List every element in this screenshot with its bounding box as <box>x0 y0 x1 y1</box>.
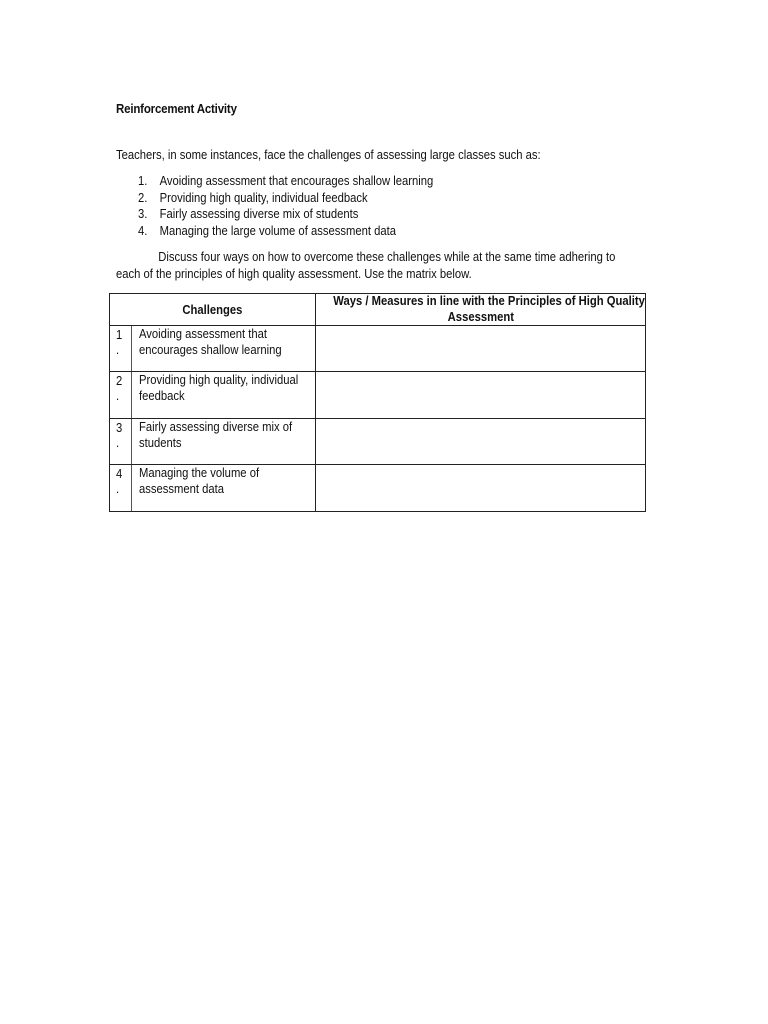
list-item-number: 3. <box>138 207 148 222</box>
list-item <box>138 206 433 223</box>
answer-cell[interactable] <box>316 326 646 372</box>
header-ways-line-1: Ways / Measures in line with the Principles of High Quality <box>333 294 645 308</box>
challenge-cell: Managing the volume of assessment data <box>132 465 316 512</box>
answer-cell[interactable] <box>316 465 646 512</box>
row-number: 1 . <box>110 326 132 372</box>
intro-text: Teachers, in some instances, face the challenges of assessing large classes such as: <box>116 148 541 162</box>
row-number: 2 . <box>110 372 132 419</box>
instruction-line-1: Discuss four ways on how to overcome these challenges while at the same time adhering to <box>158 250 616 264</box>
header-ways-measures <box>316 294 646 326</box>
table-row <box>110 326 646 372</box>
page-title: Reinforcement Activity <box>116 102 237 116</box>
instruction-paragraph <box>116 249 620 283</box>
challenges-list <box>138 173 466 240</box>
matrix-header-row <box>110 294 646 326</box>
table-row <box>110 465 646 512</box>
list-item-text: Avoiding assessment that encourages shallow learning <box>159 174 434 188</box>
header-ways-line-2: Assessment <box>447 309 514 324</box>
list-item-text: Providing high quality, individual feedback <box>159 190 368 205</box>
list-item <box>138 173 433 190</box>
challenge-cell: Providing high quality, individual feedback <box>132 372 316 419</box>
row-number: 3 . <box>110 419 132 465</box>
list-item-number: 4. <box>138 224 148 239</box>
instruction-line-2: each of the principles of high quality assessment. Use the matrix below. <box>116 267 472 281</box>
challenge-cell: Avoiding assessment that encourages shallow learning <box>132 326 316 372</box>
table-row <box>110 419 646 465</box>
list-item-number: 1. <box>138 174 148 188</box>
list-item-text: Fairly assessing diverse mix of students <box>159 207 359 222</box>
list-item-number: 2. <box>138 190 148 205</box>
answer-cell[interactable] <box>316 419 646 465</box>
challenges-matrix <box>109 293 646 512</box>
row-number: 4 . <box>110 465 132 512</box>
list-item <box>138 190 433 207</box>
challenge-cell: Fairly assessing diverse mix of students <box>132 419 316 465</box>
header-challenges: Challenges <box>110 294 316 326</box>
list-item-text: Managing the large volume of assessment data <box>159 224 396 239</box>
answer-cell[interactable] <box>316 372 646 419</box>
table-row <box>110 372 646 419</box>
list-item <box>138 223 433 240</box>
